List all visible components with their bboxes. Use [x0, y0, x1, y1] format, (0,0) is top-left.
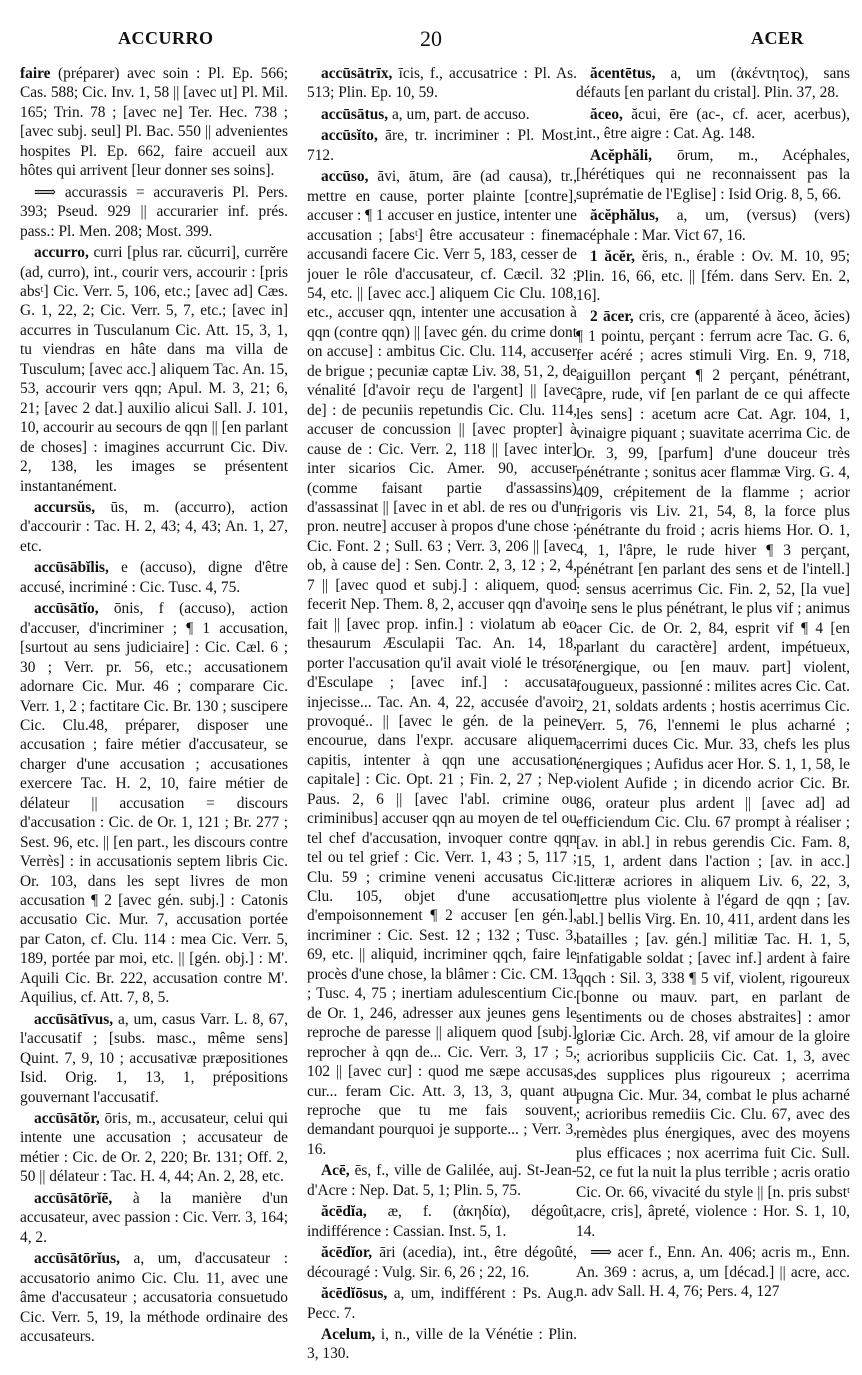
entry-definition: a, um, part. de accuso.: [388, 105, 530, 123]
column-2: [307, 64, 577, 1369]
entry-headword: accūsābĭlis,: [34, 559, 109, 577]
dictionary-entry: [20, 558, 288, 597]
dictionary-entry: [576, 206, 850, 245]
entry-headword: 2 ācer,: [590, 308, 634, 326]
entry-headword: accūsātrīx,: [321, 65, 393, 82]
running-head-right: ACER: [750, 28, 804, 48]
entry-definition: ūs, m. (accurro), action d'accourir : Tac. H. 2, 43; 4, 43; An. 1, 27, etc.: [20, 498, 288, 555]
entry-headword: ăcēdĭor,: [321, 1244, 373, 1262]
entry-definition: ēs, f., ville de Galilée, auj. St-Jean-d'Acre : Nep. Dat. 5, 1; Plin. 5, 75.: [307, 1162, 577, 1199]
entry-definition: a, um, (versus) (vers) acéphale : Mar. Vict 67, 16.: [576, 207, 850, 244]
entry-definition: a, um, indifférent : Ps. Aug. Pecc. 7.: [307, 1285, 577, 1322]
entry-headword: Acelum,: [321, 1326, 376, 1343]
dictionary-entry: [576, 105, 850, 144]
entry-definition: à la manière d'un accusateur, avec passion : Cic. Verr. 3, 164; 4, 2.: [20, 1189, 288, 1246]
entry-definition: āre, tr. incriminer : Pl. Most. 712.: [307, 127, 577, 164]
dictionary-entry: [307, 1161, 577, 1200]
dictionary-entry: [576, 247, 850, 305]
entry-headword: accūso,: [321, 168, 369, 186]
entry-headword: 1 ăcĕr,: [590, 248, 636, 266]
entry-definition: curri [plus rar. cŭcurri], currĕre (ad, curro), int., courir vers, accourir : [pris absᵗ] Cic. Verr. 5, 106, etc.; [avec ad] Cæs. G. 1, 22, 2; Cic. Verr. 5, 7, etc.; [avec in] accurres in Tusculanum Cic. Att. 15, 3, 1, tu viendras en hâte dans ma villa de Tusculum; [avec acc.] aliquem Tac. An. 15, 53, accourir vers qqn; Apul. M. 3, 21; 6, 21; [avec 2 dat.] auxilio alicui Sall. J. 101, 10, accourir au secours de qqn || [en parlant de choses] : imagines accurrunt Cic. Div. 2, 138, les images se présentent instantanément.: [20, 244, 288, 495]
entry-definition: e (accuso), digne d'être accusé, incriminé : Cic. Tusc. 4, 75.: [20, 559, 288, 596]
entry-definition: æ, f. (ἀκηδία), dégoût, indifférence : Cassian. Inst. 5, 1.: [307, 1203, 577, 1240]
column-3: [576, 64, 850, 1369]
dictionary-columns: [20, 64, 848, 1369]
running-head-left: ACCURRO: [118, 28, 214, 48]
entry-headword: accurro,: [34, 244, 89, 262]
entry-definition: ōnis, f (accuso), action d'accuser, d'incriminer ; ¶ 1 accusation, [surtout au sens judiciaire] : Cic. Cæl. 6 ; 30 ; Verr. pr. 56, etc.; accusationem adornare Cic. Mur. 46 ; comparare Cic. Verr. 1, 2 ; factitare Cic. Br. 130 ; suscipere Cic. Clu.48, préparer, disposer une accusation ; faire métier d'accusateur, se charger d'une accusation ; accusationes exercere Tac. H. 2, 10, faire métier de délateur || accusation = discours d'accusation : Cic. de Or. 1, 121 ; Br. 277 ; Sest. 96, etc. || [en part., les discours contre Verrès] : in accusationis septem libris Cic. Or. 103, dans les sept livres de mon accusation ¶ 2 [avec gén. subj.] : Catonis accusatio Cic. Mur. 7, accusation portée par Caton, cf. Clu. 114 : mea Cic. Verr. 5, 189, portée par moi, etc. || [gén. obj.] : M'. Aquili Cic. Br. 222, accusation contre M'. Aquilius, cf. Att. 7, 8, 5.: [20, 600, 288, 1007]
entry-headword: accūsātus,: [321, 105, 389, 123]
entry-definition: āvi, ātum, āre (ad causa), tr., mettre en cause, porter plainte [contre], accuser : ¶ 1 accuser en justice, intenter une accusation ; [absᵗ] être accusateur : finem accusandi facere Cic. Verr 5, 183, cesser de jouer le rôle d'accusateur, cf. Cæcil. 32 ; 54, etc. || [avec acc.] aliquem Cic Clu. 108, etc., accuser qqn, intenter une accusation à qqn (contre qqn) || [avec gén. du crime dont on accuse] : ambitus Cic. Clu. 114, accuser de brigue ; pecuniæ captæ Liv. 38, 51, 2, de vénalité [d'avoir reçu de l'argent] || [avec de] : de pecuniis repetundis Cic. Clu. 114, accuser de concussion || [avec propter] à cause de : Cic. Verr. 2, 118 || [avec inter] inter sicarios Cic. Amer. 90, accuser (comme faisant partie d'assassins) d'assassinat || [avec in et abl. de res ou d'un pron. neutre] accuser à propos d'une chose : Cic. Font. 2 ; Sull. 63 ; Verr. 3, 206 || [avec ob, à cause de] : Sen. Contr. 2, 3, 12 ; 2, 4, 7 || [avec quod et subj.] : aliquem, quod fecerit Nep. Them. 8, 2, accuser qqn d'avoir fait || [avec prop. infin.] : violatum ab eo thesaurum Æsculapii Tac. An. 14, 18, porter l'accusation qu'il avait violé le trésor d'Esculape ; [avec inf.] : accusata injecisse... Tac. An. 4, 22, accusée d'avoir provoqué.. || [avec le gén. de la peine encourue, dans l'expr. accusare aliquem capitis, intenter à qqn une accusation capitale] : Cic. Opt. 21 ; Fin. 2, 27 ; Nep. Paus. 2, 6 || [avec l'abl. crimine ou criminibus] accuser qqn au moyen de tel ou tel chef d'accusation, invoquer contre qqn tel ou tel grief : Cic. Verr. 1, 43 ; 5, 117 ; Clu. 59 ; crimine veneni accusatus Cic. Clu. 105, objet d'une accusation d'empoisonnement ¶ 2 accuser [en gén.], incriminer : Cic. Sest. 12 ; 132 ; Tusc. 3, 69, etc. || aliquid, incriminer qqch, faire le procès d'une chose, la blâmer : Cic. CM. 13 ; Tusc. 4, 75 ; inertiam adulescentium Cic. de Or. 1, 246, adresser aux jeunes gens le reproche de paresse || aliquem quod [subj.] reprocher à qqn de... Cic. Verr. 3, 17 ; 5, 102 || [avec cur] : quod me sæpe accusas, cur... feram Cic. Att. 3, 13, 3, quant au reproche que tu me fais souvent, demandant pourquoi je supporte... ; Verr. 3, 16.: [307, 168, 577, 1158]
entry-definition: ⟹ accurassis = accuraveris Pl. Pers. 393; Pseud. 929 || accurarier inf. prés. pass.: Pl. Men. 208; Most. 399.: [20, 183, 288, 240]
entry-headword: Acĕphăli,: [590, 146, 652, 164]
entry-headword: ăcēdĭōsus,: [321, 1285, 388, 1303]
entry-headword: accūsātŏr,: [34, 1110, 100, 1128]
entry-headword: Acē,: [321, 1162, 350, 1180]
dictionary-entry: [20, 599, 288, 1008]
dictionary-entry: [20, 243, 288, 496]
page-header: [0, 28, 862, 54]
entry-headword: accūsĭto,: [321, 127, 378, 145]
entry-definition: ōrum, m., Acéphales, [hérétiques qui ne reconnaissent pas la suprématie de l'Eglise] : Isid Orig. 8, 5, 66.: [576, 146, 850, 203]
entry-definition: ⟹ acer f., Enn. An. 406; acris m., Enn. An. 369 : acrus, a, um [décad.] || acre, acc. n. adv Sall. H. 4, 76; Pers. 4, 127: [576, 1244, 850, 1301]
entry-definition: (préparer) avec soin : Pl. Ep. 566; Cas. 588; Cic. Inv. 1, 58 || [avec ut] Pl. Mil. 165; Trin. 78 ; [avec ne] Ter. Hec. 738 ; [avec subj. seul] Pl. Bac. 550 || advenientes hospites Pl. Ep. 662, faire accueil aux hôtes qui arrivent [leur donner ses soins].: [20, 65, 288, 180]
entry-definition: ĕris, n., érable : Ov. M. 10, 95; Plin. 16, 66, etc. || [fém. dans Serv. En. 2, 16].: [576, 248, 850, 304]
dictionary-entry: [307, 126, 577, 165]
entry-definition: a, um (ἀκέντητος), sans défauts [en parlant du cristal]. Plin. 37, 28.: [576, 65, 850, 102]
entry-headword: accūsātĭo,: [34, 600, 99, 618]
entry-definition: ăcui, ēre (ac-, cf. acer, acerbus), int., être aigre : Cat. Ag. 148.: [576, 105, 850, 143]
entry-headword: accūsātōrĭus,: [34, 1250, 120, 1268]
dictionary-entry: [307, 167, 577, 1159]
dictionary-entry: [576, 146, 850, 204]
entry-headword: accūsātīvus,: [34, 1010, 114, 1028]
dictionary-entry: [576, 307, 850, 1241]
column-1: [20, 64, 288, 1369]
entry-headword: ăceo,: [590, 105, 623, 123]
dictionary-entry: [307, 1284, 577, 1323]
dictionary-entry: [20, 64, 288, 181]
dictionary-entry: [20, 183, 288, 241]
entry-definition: ōris, m., accusateur, celui qui intente une accusation ; accusateur de métier : Cic. de Or. 2, 220; Br. 131; Off. 2, 50 || délateur : Tac. H. 4, 44; An. 2, 28, etc.: [20, 1110, 288, 1186]
entry-definition: īcis, f., accusatrice : Pl. As. 513; Plin. Ep. 10, 59.: [307, 65, 577, 102]
entry-headword: ăcentētus,: [590, 65, 656, 82]
dictionary-entry: [576, 1243, 850, 1301]
entry-definition: a, um, d'accusateur : accusatorio animo Cic. Clu. 11, avec une âme d'accusateur ; accusatoria consuetudo Cic. Verr. 5, 19, la méthode ordinaire des accusateurs.: [20, 1250, 288, 1345]
entry-headword: accursŭs,: [34, 498, 96, 516]
dictionary-entry: [307, 1325, 577, 1364]
entry-definition: a, um, casus Varr. L. 8, 67, l'accusatif ; [subs. masc., même sens] Quint. 7, 9, 10 ; accusativæ præpositiones Isid. Orig. 1, 13, 1, prépositions gouvernant l'accusatif.: [20, 1010, 288, 1106]
dictionary-entry: [20, 1189, 288, 1247]
entry-definition: i, n., ville de la Vénétie : Plin. 3, 130.: [307, 1326, 577, 1363]
dictionary-entry: [20, 1010, 288, 1107]
dictionary-entry: [20, 1249, 288, 1346]
page-number: 20: [420, 26, 442, 51]
dictionary-entry: [307, 105, 577, 124]
dictionary-entry: [20, 498, 288, 556]
entry-headword: ăcēdĭa,: [321, 1203, 367, 1221]
entry-definition: āri (acedia), int., être dégoûté, découragé : Vulg. Sir. 6, 26 ; 22, 16.: [307, 1244, 577, 1281]
entry-headword: faire: [20, 65, 51, 82]
dictionary-entry: [307, 64, 577, 103]
dictionary-entry: [307, 1243, 577, 1282]
entry-headword: accūsātōrĭē,: [34, 1189, 113, 1207]
dictionary-entry: [576, 64, 850, 103]
entry-headword: ăcĕphălus,: [590, 207, 659, 225]
dictionary-entry: [307, 1202, 577, 1241]
dictionary-entry: [20, 1109, 288, 1187]
entry-definition: cris, cre (apparenté à ăceo, ăcies) ¶ 1 pointu, perçant : ferrum acre Tac. G. 6, fer acéré ; acres stimuli Virg. En. 9, 718, aiguillon perçant ¶ 2 perçant, pénétrant, âpre, rude, vif [en parlant de ce qui affecte les sens] : acetum acre Cat. Agr. 104, 1, vinaigre piquant ; suavitate acerrima Cic. de Or. 3, 99, [parfum] d'une douceur très pénétrante ; sonitus acer flammæ Virg. G. 4, 409, crépitement de la flamme ; acrior frigoris vis Liv. 21, 54, 8, la force plus pénétrante du froid ; acris hiems Hor. O. 1, 4, 1, l'âpre, le rude hiver ¶ 3 perçant, pénétrant [en parlant des sens et de l'intell.] : sensus acerrimus Cic. Fin. 2, 52, [la vue] le sens le plus pénétrant, le plus vif ; animus acer Cic. de Or. 2, 84, esprit vif ¶ 4 [en parlant du caractère] ardent, impétueux, énergique, ou [en mauv. part] violent, fougueux, passionné : milites acres Cic. Cat. 2, 21, soldats ardents ; hostis acerrimus Cic. Verr. 5, 76, l'ennemi le plus acharné ; acerrimi duces Cic. Mur. 33, chefs les plus énergiques ; Aufidus acer Hor. S. 1, 1, 58, le violent Aufide ; in dicendo acrior Cic. Br. 86, orateur plus ardent || [avec ad] ad efficiendum Cic. Clu. 67 prompt à réaliser ; [av. in abl.] in rebus gerendis Cic. Fam. 8, 15, 1, ardent dans l'action ; [av. in acc.] litteræ acriores in aliquem Liv. 6, 22, 3, lettre plus violente à l'égard de qqn ; [av. abl.] bellis Virg. En. 10, 411, ardent dans les batailles ; [av. gén.] militiæ Tac. H. 1, 5, infatigable soldat ; [avec inf.] ardent à faire qqch : Sil. 3, 338 ¶ 5 vif, violent, rigoureux [bonne ou mauv. part, en parlant de sentiments ou de choses abstraites] : amor gloriæ Cic. Arch. 28, vif amour de la gloire ; acrioribus suppliciis Cic. Cat. 1, 3, avec des supplices plus rigoureux ; acerrima pugna Cic. Mur. 34, combat le plus acharné ; acrioribus remediis Cic. Clu. 67, avec des remèdes plus énergiques, avec des moyens plus efficaces ; nox acerrima fuit Cic. Sull. 52, ce fut la nuit la plus terrible ; acris oratio Cic. Or. 66, vivacité du style || [n. pris substᵗ acre, cris], âpreté, violence : Hor. S. 1, 10, 14.: [576, 308, 850, 1240]
